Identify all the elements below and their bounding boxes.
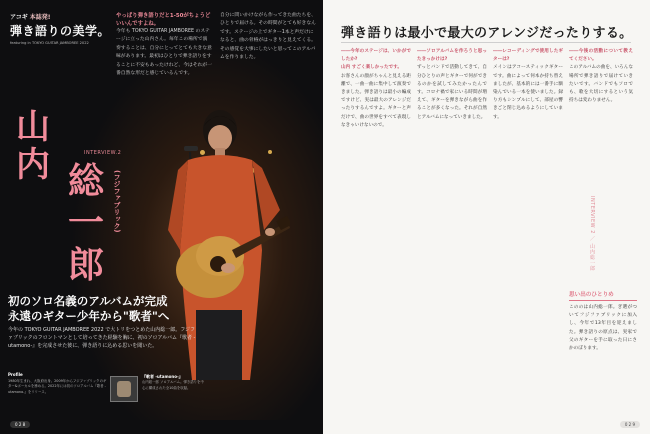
profile-box: [8, 372, 108, 395]
headline-line-1: 初のソロ名義のアルバムが完成: [8, 294, 168, 308]
column-2-question: ――ソロアルバムを作ろうと思ったきっかけは?: [417, 49, 487, 63]
left-column-1-text: 今年も TOKYO GUITAR JAMBOREE のステージに立った山内さん。毎年この場所で演奏することは、自分にとってとても大きな意味があります。最初はひとりで弾き語りをすることに不安もあったけれど、今はそれが一番自然な形だと感じているんです。: [116, 29, 212, 77]
column-4-text: このアルバムの曲を、いろんな場所で弾き語りで届けていきたいです。バンドでもソロでも、歌を大切にするという気持ちは変わりません。: [569, 65, 633, 104]
right-page: [323, 0, 650, 434]
series-featuring: featuring in TOKYO GUITAR JAMBOREE 2022: [10, 41, 89, 45]
album-caption: [142, 374, 204, 391]
column-3-question: ――レコーディングで使用したギターは?: [493, 49, 563, 63]
column-2-text: ずっとバンドで活動してきて、自分ひとりの声とギターで何ができるのかを試してみたかったんです。コロナ禍で家にいる時間が増えて、ギターを弾きながら曲を作ることが多くなった。それが自然とアルバムになっていきました。: [417, 65, 487, 120]
section-side-label: INTERVIEW 2 ／ 山内総一郎: [589, 196, 595, 272]
title-rule: [341, 42, 631, 43]
article-title: 弾き語りは最小で最大のアレンジだったりする。: [341, 26, 633, 41]
series-tag-sub: 本誌発!: [29, 14, 51, 21]
sidebar-box-rule: [569, 300, 637, 301]
headline: [8, 294, 308, 324]
page-number-right: 0 2 9: [620, 421, 640, 428]
lead-paragraph: 今年の TOKYO GUITAR JAMBOREE 2022 で大トリをつとめた山内総一郎。フジファブリックのフロントマンとして培ってきた経験を胸に、初のソロアルバム『歌者 -utamono-』を完成させた彼に、弾き語りに込める思いを聞いた。: [8, 327, 196, 349]
article-column-4: [569, 48, 633, 105]
profile-label: Profile: [8, 372, 23, 377]
page-number-left: 0 2 8: [10, 421, 30, 428]
column-3-text: メインはアコースティックギターです。曲によって何本か持ち替えましたが、基本的には一番手に馴染んでいる一本を使いました。録り方もシンプルにして、部屋の響きごと閉じ込めるようにしています。: [493, 65, 563, 120]
column-4-question: ――今後の活動について教えてください。: [569, 49, 633, 63]
album-caption-title: 『歌者 -utamono-』: [142, 374, 183, 379]
article-column-1: [341, 48, 411, 130]
album-thumbnail: [110, 376, 138, 402]
column-1-question: ――今年のステージは、いかがでしたか?: [341, 49, 411, 63]
series-tag: [10, 12, 110, 21]
series-tag-text: アコギ: [10, 14, 28, 21]
headline-line-2: 永遠のギター少年から"歌者"へ: [8, 309, 170, 323]
left-page: [0, 0, 323, 434]
artist-band-name: (フジファブリック): [113, 170, 121, 233]
series-header: [10, 12, 110, 45]
column-1-text: お客さんの顔がちゃんと見える距離で、一曲一曲に集中して演奏できました。弾き語りは最小の編成ですけど、実は最大のアレンジだったりするんですよ。ギターと声だけで、曲の世界をすべて表現しなきゃいけないので。: [341, 73, 411, 128]
album-caption-text: 山内総一郎 ソロアルバム。弾き語りを中心に構成された全10曲を収録。: [142, 380, 204, 390]
column-1-answer-lead: 山内 すごく楽しかったです。: [341, 65, 402, 71]
artist-name-top: 山内: [16, 107, 50, 185]
interview-label: INTERVIEW.2: [84, 150, 122, 156]
left-column-2-text: 自分に問いかけながら作ってきた曲たちを、ひとりで届ける。その時間がとても好きなんです。ステージの上でギター1本と声だけになると、曲の骨格がはっきりと見えてくる。その感覚を大事にしたいと思ってこのアルバムを作りました。: [220, 13, 316, 61]
sidebar-box-text: こののは山内総一郎。ぎ選がついてフジファブリックに加入し、今年で13年目を迎えました。弾き語りの原点は、実家で父のギターを手に取った日にさかのぼります。: [569, 305, 637, 352]
sidebar-box-title: 思い出のひとりめ: [569, 292, 614, 298]
article-column-3: [493, 48, 563, 122]
left-column-2: [220, 12, 318, 62]
series-title: 弾き語りの美学。: [10, 24, 111, 38]
article-column-2: [417, 48, 487, 122]
artist-name-bottom: 総一郎: [68, 160, 105, 286]
left-column-1-head: やっぱり弾き語りだと1-50がちょうどいいんですよね。: [116, 13, 211, 27]
profile-text: 1980年生まれ、大阪府出身。2009年からフジファブリックのギター&ボーカルを務める。2022年には初のソロアルバム『歌者 -utamono-』をリリース。: [8, 378, 107, 394]
sidebar-box: [569, 290, 637, 353]
